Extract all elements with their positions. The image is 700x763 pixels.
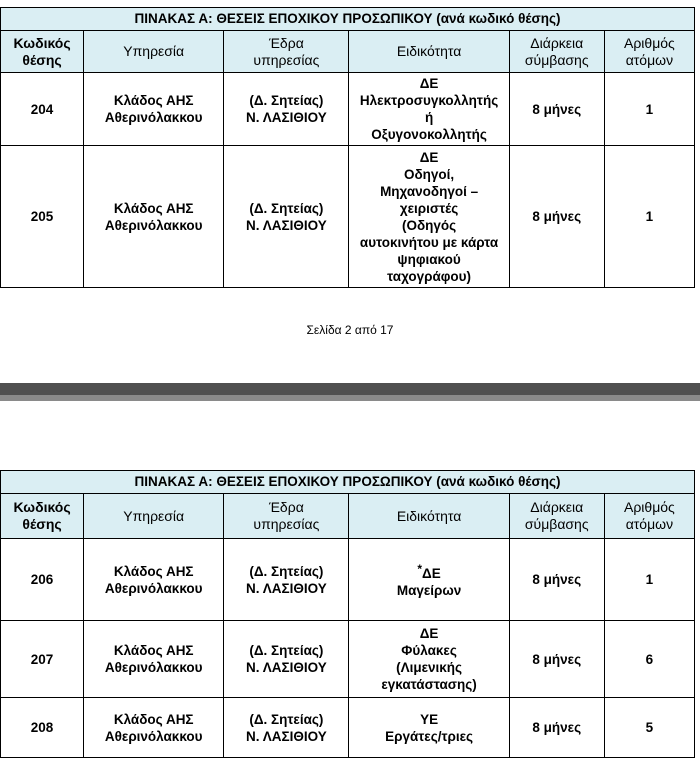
cell-count: 5 [604,698,694,758]
cell-service: Κλάδος ΑΗΣ Αθερινόλακκου [84,539,224,621]
header-seat: Έδρα υπηρεσίας [224,31,349,73]
table-row [1,146,695,288]
footnote-mark: * [417,561,423,576]
cell-specialty: ΔΕ Οδηγοί, Μηχανοδηγοί – χειριστές (Οδηγός αυτοκινήτου με κάρτα ψηφιακού ταχογράφου) [349,146,509,288]
cell-seat: (Δ. Σητείας) Ν. ΛΑΣΙΘΙΟΥ [224,621,349,698]
cell-count: 1 [604,146,694,288]
header-specialty: Ειδικότητα [349,494,509,539]
table-row [1,621,695,698]
cell-duration: 8 μήνες [509,539,604,621]
cell-seat: (Δ. Σητείας) Ν. ΛΑΣΙΘΙΟΥ [224,146,349,288]
cell-service: Κλάδος ΑΗΣ Αθερινόλακκου [84,146,224,288]
cell-seat: (Δ. Σητείας) Ν. ΛΑΣΙΘΙΟΥ [224,698,349,758]
cell-service: Κλάδος ΑΗΣ Αθερινόλακκου [84,73,224,146]
cell-duration: 8 μήνες [509,146,604,288]
table-title: ΠΙΝΑΚΑΣ Α: ΘΕΣΕΙΣ ΕΠΟΧΙΚΟΥ ΠΡΟΣΩΠΙΚΟΥ (ανά κωδικό θέσης) [1,471,695,494]
cell-specialty: ΔΕ Ηλεκτροσυγκολλητής ή Οξυγονοκολλητής [349,73,509,146]
header-count: Αριθμός ατόμων [604,31,694,73]
cell-specialty: *ΔΕ Μαγείρων [349,539,509,621]
cell-duration: 8 μήνες [509,73,604,146]
cell-seat: (Δ. Σητείας) Ν. ΛΑΣΙΘΙΟΥ [224,73,349,146]
cell-count: 1 [604,73,694,146]
header-count: Αριθμός ατόμων [604,494,694,539]
cell-code: 207 [1,621,84,698]
table-row [1,698,695,758]
header-duration: Διάρκεια σύμβασης [509,31,604,73]
cell-code: 205 [1,146,84,288]
cell-code: 206 [1,539,84,621]
cell-count: 6 [604,621,694,698]
header-code: Κωδικός θέσης [1,31,84,73]
cell-count: 1 [604,539,694,621]
cell-service: Κλάδος ΑΗΣ Αθερινόλακκου [84,621,224,698]
cell-duration: 8 μήνες [509,621,604,698]
header-code: Κωδικός θέσης [1,494,84,539]
table-title: ΠΙΝΑΚΑΣ Α: ΘΕΣΕΙΣ ΕΠΟΧΙΚΟΥ ΠΡΟΣΩΠΙΚΟΥ (ανά κωδικό θέσης) [1,8,695,31]
cell-specialty: ΔΕ Φύλακες (Λιμενικής εγκατάστασης) [349,621,509,698]
cell-seat: (Δ. Σητείας) Ν. ΛΑΣΙΘΙΟΥ [224,539,349,621]
header-duration: Διάρκεια σύμβασης [509,494,604,539]
header-specialty: Ειδικότητα [349,31,509,73]
page-footer: Σελίδα 2 από 17 [306,323,394,337]
header-service: Υπηρεσία [84,494,224,539]
cell-code: 208 [1,698,84,758]
cell-duration: 8 μήνες [509,698,604,758]
header-seat: Έδρα υπηρεσίας [224,494,349,539]
positions-table-page-2 [0,7,695,288]
header-service: Υπηρεσία [84,31,224,73]
positions-table-page-3 [0,470,695,758]
cell-code: 204 [1,73,84,146]
cell-service: Κλάδος ΑΗΣ Αθερινόλακκου [84,698,224,758]
cell-specialty: ΥΕ Εργάτες/τριες [349,698,509,758]
page-divider [0,383,700,401]
table-row [1,73,695,146]
table-row [1,539,695,621]
